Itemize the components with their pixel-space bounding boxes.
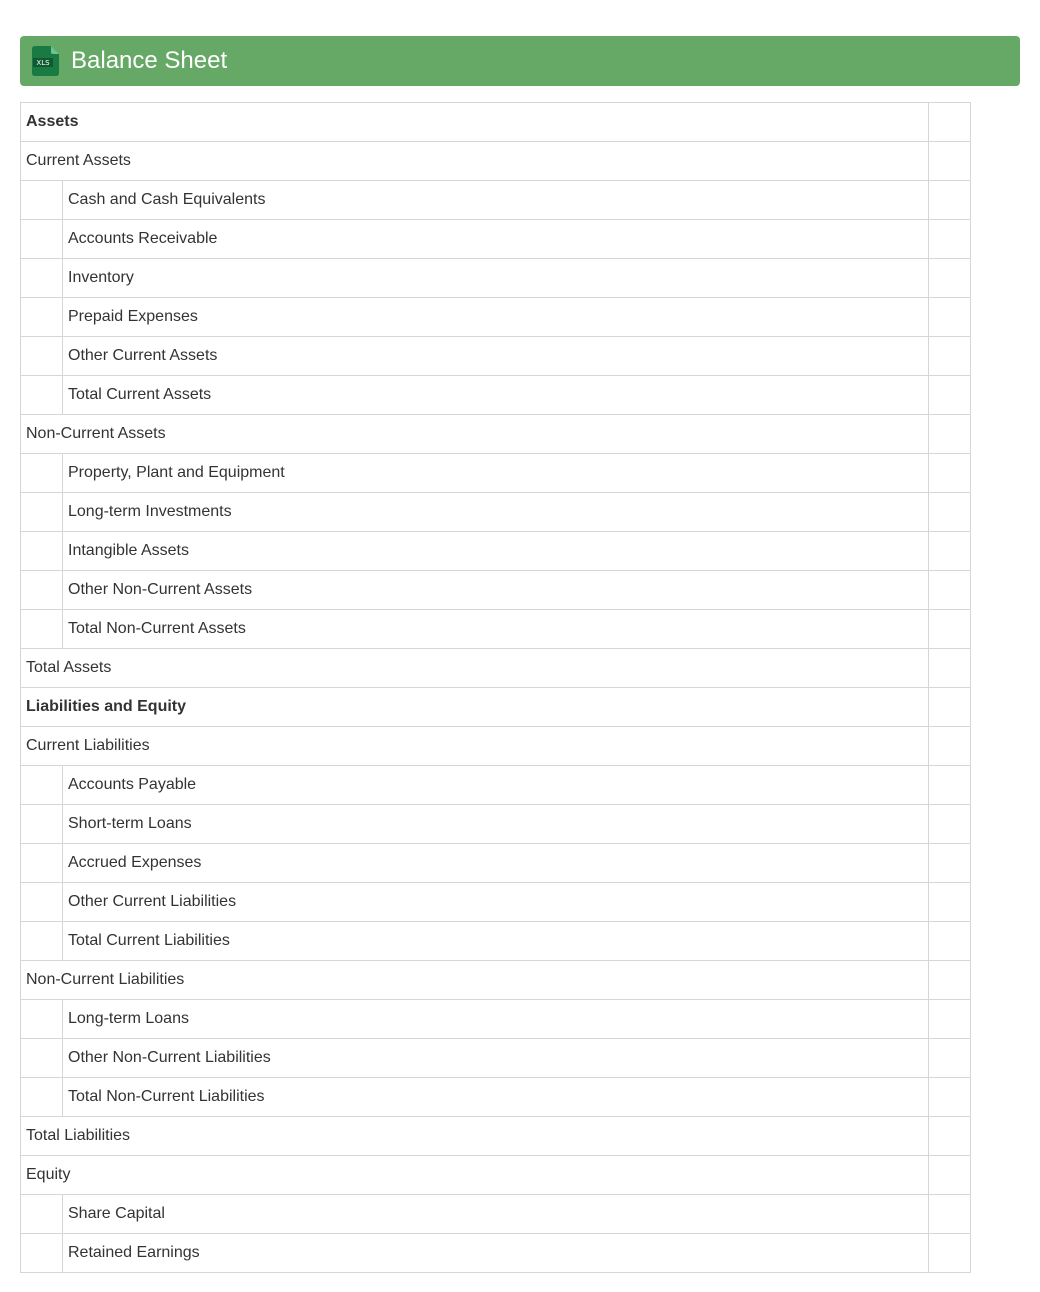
table-row bbox=[21, 532, 971, 571]
row-label-cell[interactable]: Accounts Payable bbox=[63, 766, 929, 805]
balance-sheet-table bbox=[20, 102, 971, 1273]
row-label-cell[interactable]: Other Current Assets bbox=[63, 337, 929, 376]
value-cell[interactable] bbox=[929, 103, 971, 142]
indent-cell[interactable] bbox=[21, 1078, 63, 1117]
page-title: Balance Sheet bbox=[71, 47, 228, 74]
row-label-cell[interactable]: Total Current Assets bbox=[63, 376, 929, 415]
table-row bbox=[21, 805, 971, 844]
value-cell[interactable] bbox=[929, 415, 971, 454]
indent-cell[interactable] bbox=[21, 610, 63, 649]
indent-cell[interactable] bbox=[21, 805, 63, 844]
value-cell[interactable] bbox=[929, 571, 971, 610]
indent-cell[interactable] bbox=[21, 376, 63, 415]
value-cell[interactable] bbox=[929, 532, 971, 571]
row-label-cell[interactable]: Total Liabilities bbox=[21, 1117, 929, 1156]
table-row bbox=[21, 142, 971, 181]
table-row bbox=[21, 298, 971, 337]
value-cell[interactable] bbox=[929, 883, 971, 922]
value-cell[interactable] bbox=[929, 922, 971, 961]
row-label-cell[interactable]: Total Current Liabilities bbox=[63, 922, 929, 961]
value-cell[interactable] bbox=[929, 805, 971, 844]
table-row bbox=[21, 844, 971, 883]
row-label-cell[interactable]: Assets bbox=[21, 103, 929, 142]
value-cell[interactable] bbox=[929, 337, 971, 376]
indent-cell[interactable] bbox=[21, 337, 63, 376]
value-cell[interactable] bbox=[929, 727, 971, 766]
row-label-cell[interactable]: Intangible Assets bbox=[63, 532, 929, 571]
row-label-cell[interactable]: Accounts Receivable bbox=[63, 220, 929, 259]
table-row bbox=[21, 337, 971, 376]
value-cell[interactable] bbox=[929, 454, 971, 493]
table-row bbox=[21, 1156, 971, 1195]
table-row bbox=[21, 376, 971, 415]
value-cell[interactable] bbox=[929, 1234, 971, 1273]
table-row bbox=[21, 922, 971, 961]
row-label-cell[interactable]: Inventory bbox=[63, 259, 929, 298]
table-row bbox=[21, 493, 971, 532]
indent-cell[interactable] bbox=[21, 181, 63, 220]
indent-cell[interactable] bbox=[21, 922, 63, 961]
value-cell[interactable] bbox=[929, 610, 971, 649]
indent-cell[interactable] bbox=[21, 1039, 63, 1078]
value-cell[interactable] bbox=[929, 1078, 971, 1117]
value-cell[interactable] bbox=[929, 1000, 971, 1039]
indent-cell[interactable] bbox=[21, 493, 63, 532]
table-row bbox=[21, 610, 971, 649]
sheet-header bbox=[20, 36, 1020, 86]
value-cell[interactable] bbox=[929, 688, 971, 727]
row-label-cell[interactable]: Share Capital bbox=[63, 1195, 929, 1234]
row-label-cell[interactable]: Current Liabilities bbox=[21, 727, 929, 766]
value-cell[interactable] bbox=[929, 493, 971, 532]
row-label-cell[interactable]: Current Assets bbox=[21, 142, 929, 181]
indent-cell[interactable] bbox=[21, 220, 63, 259]
table-row bbox=[21, 883, 971, 922]
table-row bbox=[21, 688, 971, 727]
table-row bbox=[21, 1078, 971, 1117]
value-cell[interactable] bbox=[929, 649, 971, 688]
value-cell[interactable] bbox=[929, 220, 971, 259]
row-label-cell[interactable]: Non-Current Liabilities bbox=[21, 961, 929, 1000]
row-label-cell[interactable]: Retained Earnings bbox=[63, 1234, 929, 1273]
row-label-cell[interactable]: Non-Current Assets bbox=[21, 415, 929, 454]
table-row bbox=[21, 454, 971, 493]
table-row bbox=[21, 181, 971, 220]
table-row bbox=[21, 1234, 971, 1273]
value-cell[interactable] bbox=[929, 961, 971, 1000]
value-cell[interactable] bbox=[929, 844, 971, 883]
xls-file-icon bbox=[32, 46, 59, 76]
indent-cell[interactable] bbox=[21, 532, 63, 571]
indent-cell[interactable] bbox=[21, 1195, 63, 1234]
value-cell[interactable] bbox=[929, 298, 971, 337]
row-label-cell[interactable]: Other Non-Current Assets bbox=[63, 571, 929, 610]
table-row bbox=[21, 103, 971, 142]
row-label-cell[interactable]: Other Non-Current Liabilities bbox=[63, 1039, 929, 1078]
row-label-cell[interactable]: Long-term Loans bbox=[63, 1000, 929, 1039]
table-row bbox=[21, 1000, 971, 1039]
table-row bbox=[21, 220, 971, 259]
value-cell[interactable] bbox=[929, 1117, 971, 1156]
indent-cell[interactable] bbox=[21, 454, 63, 493]
value-cell[interactable] bbox=[929, 181, 971, 220]
svg-text:XLS: XLS bbox=[36, 59, 50, 67]
table-row bbox=[21, 415, 971, 454]
row-label-cell[interactable]: Prepaid Expenses bbox=[63, 298, 929, 337]
row-label-cell[interactable]: Cash and Cash Equivalents bbox=[63, 181, 929, 220]
row-label-cell[interactable]: Other Current Liabilities bbox=[63, 883, 929, 922]
table-row bbox=[21, 259, 971, 298]
table-row bbox=[21, 961, 971, 1000]
table-row bbox=[21, 766, 971, 805]
value-cell[interactable] bbox=[929, 1195, 971, 1234]
row-label-cell[interactable]: Long-term Investments bbox=[63, 493, 929, 532]
row-label-cell[interactable]: Total Non-Current Assets bbox=[63, 610, 929, 649]
value-cell[interactable] bbox=[929, 1156, 971, 1195]
row-label-cell[interactable]: Property, Plant and Equipment bbox=[63, 454, 929, 493]
value-cell[interactable] bbox=[929, 1039, 971, 1078]
row-label-cell[interactable]: Accrued Expenses bbox=[63, 844, 929, 883]
row-label-cell[interactable]: Liabilities and Equity bbox=[21, 688, 929, 727]
table-row bbox=[21, 727, 971, 766]
indent-cell[interactable] bbox=[21, 298, 63, 337]
indent-cell[interactable] bbox=[21, 1234, 63, 1273]
indent-cell[interactable] bbox=[21, 766, 63, 805]
indent-cell[interactable] bbox=[21, 259, 63, 298]
indent-cell[interactable] bbox=[21, 571, 63, 610]
table-row bbox=[21, 1039, 971, 1078]
row-label-cell[interactable]: Equity bbox=[21, 1156, 929, 1195]
value-cell[interactable] bbox=[929, 766, 971, 805]
table-row bbox=[21, 1117, 971, 1156]
value-cell[interactable] bbox=[929, 376, 971, 415]
value-cell[interactable] bbox=[929, 259, 971, 298]
value-cell[interactable] bbox=[929, 142, 971, 181]
indent-cell[interactable] bbox=[21, 1000, 63, 1039]
row-label-cell[interactable]: Total Non-Current Liabilities bbox=[63, 1078, 929, 1117]
table-row bbox=[21, 571, 971, 610]
table-row bbox=[21, 1195, 971, 1234]
row-label-cell[interactable]: Short-term Loans bbox=[63, 805, 929, 844]
indent-cell[interactable] bbox=[21, 844, 63, 883]
indent-cell[interactable] bbox=[21, 883, 63, 922]
row-label-cell[interactable]: Total Assets bbox=[21, 649, 929, 688]
table-row bbox=[21, 649, 971, 688]
